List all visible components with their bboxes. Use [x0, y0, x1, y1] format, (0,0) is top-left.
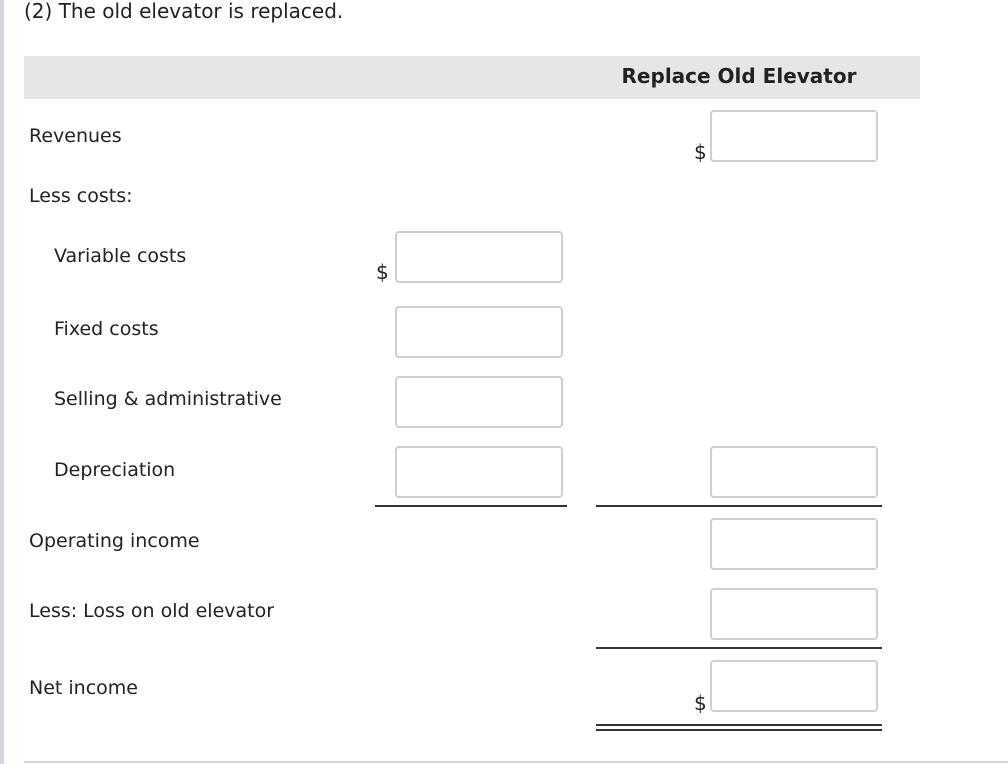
- currency-symbol: $: [694, 140, 707, 164]
- row-label-fixed-costs: Fixed costs: [54, 318, 159, 340]
- subtotal-rule-loss: [596, 647, 882, 649]
- loss-on-old-elevator-input[interactable]: [710, 588, 878, 640]
- row-label-net-income: Net income: [29, 677, 138, 699]
- currency-symbol: $: [694, 691, 707, 715]
- net-income-input[interactable]: [710, 660, 878, 712]
- currency-symbol: $: [376, 260, 389, 284]
- fixed-costs-input[interactable]: [395, 306, 563, 358]
- row-label-revenues: Revenues: [29, 125, 122, 147]
- row-label-loss-on-old-elevator: Less: Loss on old elevator: [29, 600, 275, 622]
- variable-costs-input[interactable]: [395, 231, 563, 283]
- revenues-input[interactable]: [710, 110, 878, 162]
- depreciation-input-costs[interactable]: [395, 446, 563, 498]
- bottom-border: [24, 761, 1008, 763]
- selling-administrative-input[interactable]: [395, 376, 563, 428]
- operating-income-input[interactable]: [710, 518, 878, 570]
- total-double-rule: [596, 724, 882, 731]
- subtotal-rule-total-costs: [596, 505, 882, 507]
- subtotal-rule-costs: [375, 505, 567, 507]
- row-label-variable-costs: Variable costs: [54, 245, 187, 267]
- column-header-replace-old-elevator: Replace Old Elevator: [621, 64, 857, 88]
- row-label-depreciation: Depreciation: [54, 459, 176, 481]
- row-label-operating-income: Operating income: [29, 530, 200, 552]
- question-heading: (2) The old elevator is replaced.: [24, 0, 344, 23]
- row-label-less-costs: Less costs:: [29, 185, 133, 207]
- left-border: [0, 0, 4, 764]
- total-costs-input[interactable]: [710, 446, 878, 498]
- row-label-selling-administrative: Selling & administrative: [54, 388, 282, 410]
